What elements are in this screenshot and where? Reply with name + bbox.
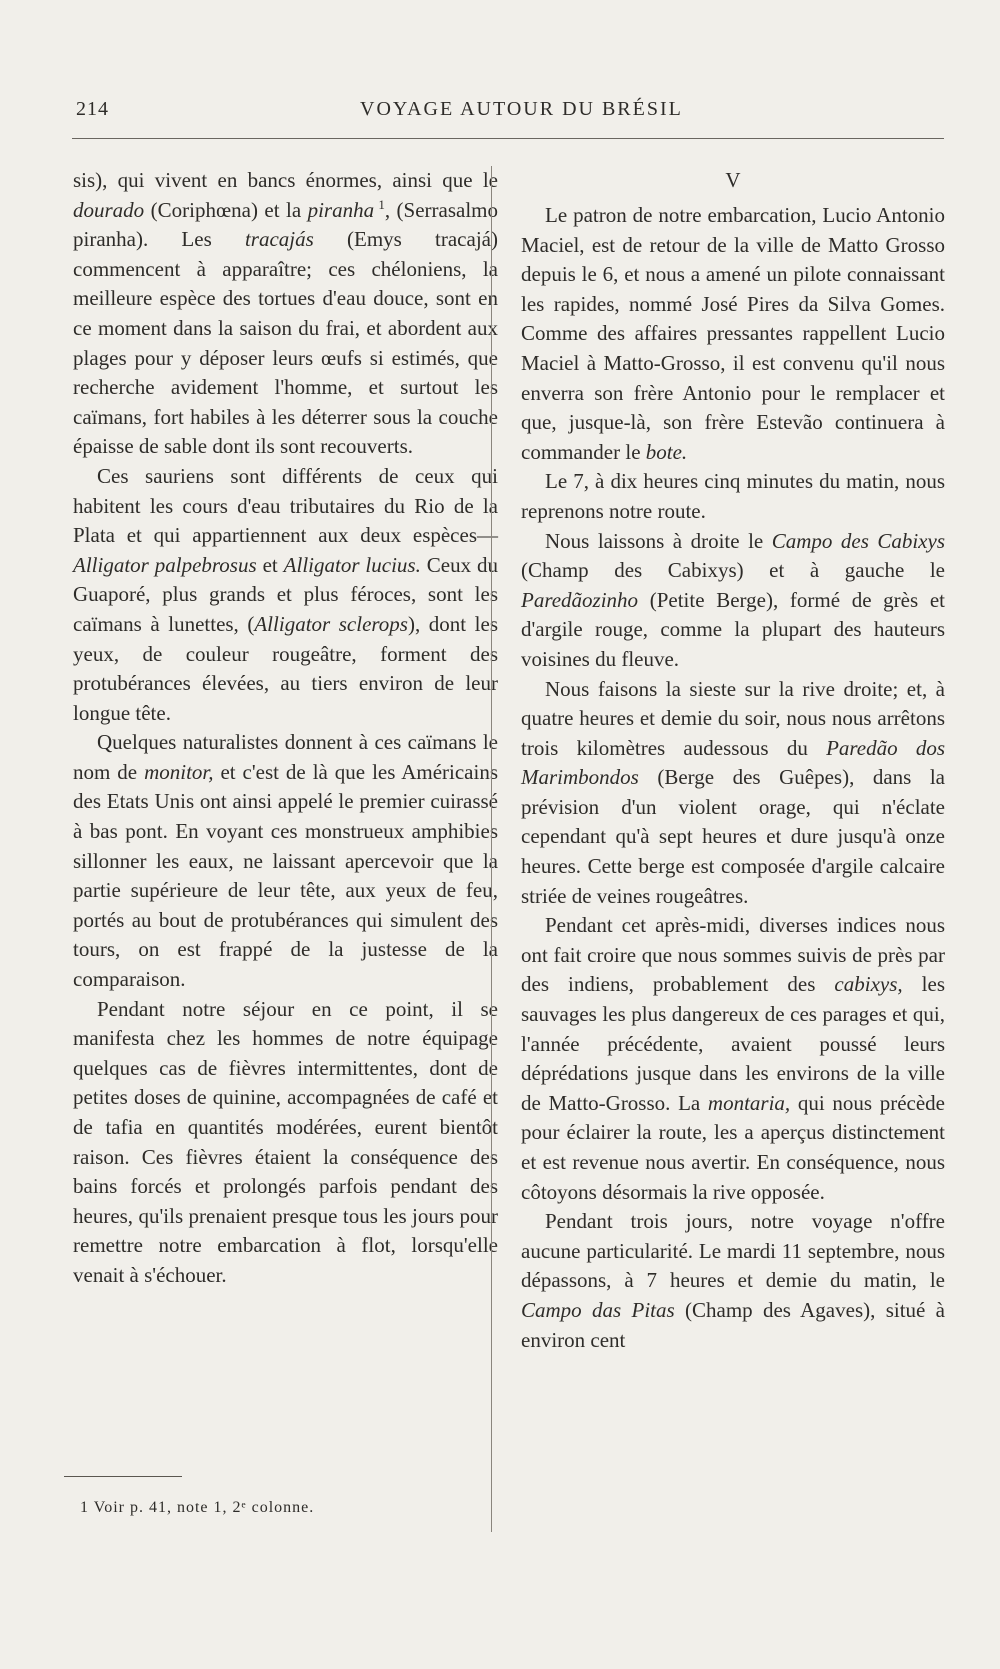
text-run: Ceux du Guaporé, plus grands et plus féroces, sont les caïmans à lunettes, ( <box>73 552 498 636</box>
text-run: Ces sauriens sont différents de ceux qui habitent les cours d'eau tributaires du Rio de la Plata et qui appartiennent aux deux espèces— <box>73 463 498 548</box>
footnote-marker: 1 <box>378 196 385 212</box>
text-run: Pendant cet après-midi, diverses indices nous ont fait croire que nous sommes suivis de près par des indiens, probablement des <box>521 913 945 997</box>
text-run: (Berge des Guêpes), dans la prévision d'un violent orage, qui n'éclate cependant qu'à sept heures et dure jusqu'à onze heures. Cette berge est composée d'argile calcaire striée de veines rougeâtres. <box>521 765 945 908</box>
text-run: , (Serrasalmo piranha). Les <box>73 197 498 252</box>
italic-term: cabixys, <box>834 972 903 997</box>
italic-term: Alligator palpebrosus <box>73 552 257 577</box>
right-paragraph-1 <box>521 201 945 467</box>
page-number: 214 <box>76 98 109 120</box>
italic-term: monitor, <box>144 759 214 784</box>
right-paragraph-2: Le 7, à dix heures cinq minutes du matin, nous reprenons notre route. <box>521 469 945 523</box>
text-run: (Champ des Agaves), situé à environ cent <box>521 1297 945 1352</box>
text-run: et <box>256 552 284 577</box>
italic-term: piranha <box>307 197 375 222</box>
footnote-rule <box>64 1476 182 1477</box>
italic-term: Alligator sclerops <box>254 611 408 636</box>
italic-term: Paredãozinho <box>521 587 639 612</box>
text-run: et c'est de là que les Américains des Etats Unis ont ainsi appelé le premier cuirassé à bas pont. En voyant ces monstrueux amphibies sillonner les eaux, ne laissant apercevoir que la partie supérieure de leur tête, aux yeux de feu, portés au bout de protubérances qui simulent des tours, on est frappé de la justesse de la comparaison. <box>73 759 498 992</box>
text-run: les sauvages les plus dangereux de ces parages et qui, l'année précédente, avaient poussé leurs déprédations jusque dans les environs de la ville de Matto-Grosso. La <box>521 972 945 1115</box>
left-column <box>73 166 498 1291</box>
header-rule <box>72 138 944 139</box>
italic-term: bote. <box>645 439 688 464</box>
left-paragraph-4: Pendant notre séjour en ce point, il se manifesta chez les hommes de notre équipage quelques cas de fièvres intermittentes, dont de petites doses de quinine, accompagnées de café et de tafia en quantités modérées, eurent bientôt raison. Ces fièvres étaient la conséquence des bains forcés et prolongés parfois pendant des heures, qu'ils prenaient presque tous les jours pour remettre notre embarcation à flot, lorsqu'elle venait à s'échouer. <box>73 996 498 1287</box>
italic-term: dourado <box>73 197 145 222</box>
left-paragraph-3 <box>73 728 498 994</box>
right-column <box>521 166 945 1355</box>
italic-term: tracajás <box>244 227 314 252</box>
italic-term: Paredão dos Marimbondos <box>521 735 946 790</box>
text-run: qui nous précède pour éclairer la route, les a aperçus distinctement et est revenue nous avertir. En conséquence, nous côtoyons désormais la rive opposée. <box>521 1090 945 1204</box>
text-run: (Petite Berge), formé de grès et d'argile rouge, comme la plupart des hauteurs voisines du fleuve. <box>521 587 945 671</box>
italic-term: Campo des Cabixys <box>771 528 945 553</box>
footnote: 1 Voir p. 41, note 1, 2ᵉ colonne. <box>80 1499 315 1516</box>
left-paragraph-2 <box>73 462 498 728</box>
italic-term: Alligator lucius. <box>283 552 421 577</box>
text-run: (Emys tracajá) commencent à apparaître; ces chéloniens, la meilleure espèce des tortues d'eau douce, sont en ce moment dans la saison du frai, et abordent aux plages pour y déposer leurs œufs si estimés, que recherche avidement l'homme, et surtout les caïmans, fort habiles à les déterrer sous la couche épaisse de sable dont ils sont recouverts. <box>73 227 498 459</box>
column-divider <box>491 166 492 1532</box>
text-run: Le patron de notre embarcation, Lucio Antonio Maciel, est de retour de la ville de Matto Grosso depuis le 6, et nous a amené un pilote connaissant les rapides, nommé José Pires da Silva Gomes. Comme des affaires pressantes rappellent Lucio Maciel à Matto-Grosso, il est convenu qu'il nous enverra son frère Antonio pour le remplacer et que, jusque-là, son frère Estevão continuera à commander le <box>521 203 945 464</box>
text-run: (Champ des Cabixys) et à gauche le <box>521 558 945 583</box>
right-paragraph-3 <box>521 527 945 675</box>
text-run: Pendant trois jours, notre voyage n'offre aucune particularité. Le mardi 11 septembre, nous dépassons, à 7 heures et demie du matin, le <box>521 1209 945 1293</box>
text-run: Quelques naturalistes donnent à ces caïmans le nom de <box>73 730 498 784</box>
italic-term: Campo das Pitas <box>521 1297 675 1322</box>
right-paragraph-6 <box>521 1207 945 1355</box>
italic-term: montaria, <box>707 1090 791 1115</box>
text-run: ), dont les yeux, de couleur rougeâtre, forment des protubérances élevées, au tiers environ de leur longue tête. <box>73 611 498 725</box>
running-title: VOYAGE AUTOUR DU BRÉSIL <box>360 98 683 120</box>
left-paragraph-1 <box>73 166 498 462</box>
text-run: sis), qui vivent en bancs énormes, ainsi que le <box>73 168 498 192</box>
text-run: (Coriphœna) et la <box>144 197 308 222</box>
section-number: V <box>725 168 741 192</box>
text-run: Nous faisons la sieste sur la rive droite; et, à quatre heures et demie du soir, nous nous arrêtons trois kilomètres audessous du <box>521 676 945 760</box>
right-paragraph-4 <box>521 675 945 912</box>
text-run: Nous laissons à droite le <box>545 528 772 553</box>
right-paragraph-5 <box>521 911 945 1207</box>
